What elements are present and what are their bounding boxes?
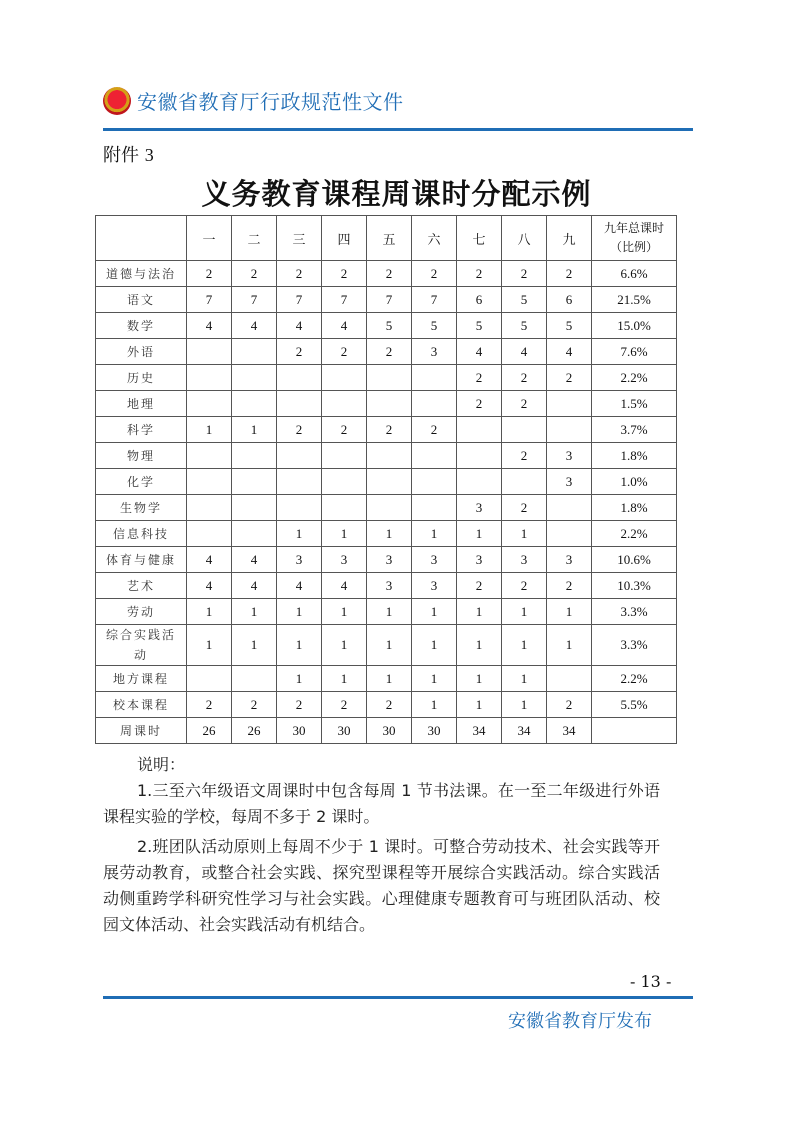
- hours-cell: 1: [457, 625, 502, 666]
- note-item: 1.三至六年级语文周课时中包含每周 1 节书法课。在一至二年级进行外语课程实验的学校，每周不多于 2 课时。: [103, 781, 660, 826]
- total-cell: 1.8%: [592, 443, 677, 469]
- hours-cell: [232, 495, 277, 521]
- subject-cell: 外语: [96, 339, 187, 365]
- subject-cell: 校本课程: [96, 692, 187, 718]
- hours-cell: 1: [457, 692, 502, 718]
- hours-cell: [232, 469, 277, 495]
- table-row: [96, 313, 677, 339]
- footer-publisher: 安徽省教育厅发布: [508, 1011, 652, 1032]
- total-cell: 7.6%: [592, 339, 677, 365]
- hours-cell: 2: [277, 417, 322, 443]
- subject-cell: 数学: [96, 313, 187, 339]
- hours-cell: 2: [457, 573, 502, 599]
- hours-cell: 4: [277, 573, 322, 599]
- hours-cell: 2: [322, 339, 367, 365]
- total-cell: 2.2%: [592, 365, 677, 391]
- hours-cell: [367, 495, 412, 521]
- attachment-label: 附件 3: [103, 145, 154, 166]
- subject-cell: 语文: [96, 287, 187, 313]
- hours-cell: 3: [277, 547, 322, 573]
- subject-cell: 地方课程: [96, 666, 187, 692]
- hours-cell: 3: [412, 339, 457, 365]
- hours-cell: 2: [502, 443, 547, 469]
- hours-cell: [412, 391, 457, 417]
- hours-cell: 2: [502, 573, 547, 599]
- table-row: [96, 521, 677, 547]
- hours-cell: 7: [322, 287, 367, 313]
- hours-cell: 3: [322, 547, 367, 573]
- hours-cell: 1: [322, 521, 367, 547]
- hours-cell: 7: [277, 287, 322, 313]
- hours-cell: 1: [277, 625, 322, 666]
- subject-cell: 历史: [96, 365, 187, 391]
- note-item: 2.班团队活动原则上每周不少于 1 课时。可整合劳动技术、社会实践等开展劳动教育，或整合社会实践、探究型课程等开展综合实践活动。综合实践活动侧重跨学科研究性学习与社会实践。心理健康专题教育可与班团队活动、校园文体活动、社会实践活动有机结合。: [103, 837, 660, 934]
- hours-cell: 2: [502, 261, 547, 287]
- hours-cell: [322, 469, 367, 495]
- hours-cell: 26: [187, 718, 232, 744]
- hours-cell: 2: [547, 692, 592, 718]
- table-row: [96, 666, 677, 692]
- subject-cell: 周课时: [96, 718, 187, 744]
- hours-cell: 1: [187, 625, 232, 666]
- hours-cell: [367, 469, 412, 495]
- hours-cell: 1: [412, 625, 457, 666]
- table-row: [96, 547, 677, 573]
- hours-cell: 4: [277, 313, 322, 339]
- hours-cell: 4: [322, 313, 367, 339]
- hours-cell: 2: [277, 339, 322, 365]
- notes-label: 说明：: [137, 755, 186, 774]
- subject-cell: 体育与健康: [96, 547, 187, 573]
- total-cell: 3.3%: [592, 625, 677, 666]
- notes-section: [103, 752, 660, 938]
- hours-cell: 1: [412, 666, 457, 692]
- grade-header: 五: [367, 216, 412, 261]
- hours-cell: 6: [547, 287, 592, 313]
- hours-cell: [187, 469, 232, 495]
- hours-cell: 2: [412, 261, 457, 287]
- hours-cell: 2: [367, 339, 412, 365]
- grade-header: 二: [232, 216, 277, 261]
- hours-cell: [457, 417, 502, 443]
- footer-divider: [103, 996, 693, 999]
- hours-cell: [232, 443, 277, 469]
- hours-cell: 1: [502, 521, 547, 547]
- hours-cell: [187, 339, 232, 365]
- hours-cell: 2: [322, 261, 367, 287]
- hours-cell: 1: [457, 599, 502, 625]
- hours-cell: 3: [367, 573, 412, 599]
- grade-header: 九: [547, 216, 592, 261]
- hours-cell: 1: [367, 599, 412, 625]
- hours-cell: [547, 521, 592, 547]
- table-header-row: [96, 216, 677, 261]
- hours-cell: 30: [277, 718, 322, 744]
- hours-cell: [547, 666, 592, 692]
- subject-cell: 信息科技: [96, 521, 187, 547]
- hours-cell: 1: [232, 599, 277, 625]
- hours-cell: 2: [367, 417, 412, 443]
- hours-cell: 4: [187, 573, 232, 599]
- hours-cell: [367, 391, 412, 417]
- hours-cell: 2: [547, 573, 592, 599]
- grade-header: 六: [412, 216, 457, 261]
- hours-cell: 1: [277, 666, 322, 692]
- hours-cell: 2: [547, 261, 592, 287]
- hours-cell: 30: [367, 718, 412, 744]
- hours-cell: [547, 391, 592, 417]
- header-title: 安徽省教育厅行政规范性文件: [137, 90, 404, 114]
- hours-cell: [547, 417, 592, 443]
- hours-cell: [277, 469, 322, 495]
- hours-cell: 7: [412, 287, 457, 313]
- hours-cell: 26: [232, 718, 277, 744]
- total-cell: 2.2%: [592, 666, 677, 692]
- hours-cell: [412, 469, 457, 495]
- hours-cell: [187, 495, 232, 521]
- subject-cell: 物理: [96, 443, 187, 469]
- hours-cell: 4: [232, 313, 277, 339]
- hours-cell: 4: [547, 339, 592, 365]
- hours-cell: 30: [322, 718, 367, 744]
- hours-cell: 1: [502, 625, 547, 666]
- hours-cell: 5: [502, 287, 547, 313]
- table-row: [96, 718, 677, 744]
- hours-cell: 3: [547, 443, 592, 469]
- hours-cell: 2: [457, 391, 502, 417]
- hours-cell: [322, 391, 367, 417]
- grade-header: 四: [322, 216, 367, 261]
- total-cell: 3.3%: [592, 599, 677, 625]
- hours-cell: 1: [277, 521, 322, 547]
- hours-cell: [232, 391, 277, 417]
- hours-cell: [187, 521, 232, 547]
- hours-cell: 3: [412, 573, 457, 599]
- hours-cell: 1: [412, 692, 457, 718]
- hours-cell: 34: [547, 718, 592, 744]
- hours-cell: [187, 391, 232, 417]
- page-number: - 13 -: [630, 972, 672, 991]
- total-cell: 6.6%: [592, 261, 677, 287]
- total-header-line: （比例）: [609, 240, 658, 254]
- table-row: [96, 692, 677, 718]
- hours-cell: 5: [367, 313, 412, 339]
- hours-cell: [322, 495, 367, 521]
- subject-cell: 道德与法治: [96, 261, 187, 287]
- hours-cell: 2: [547, 365, 592, 391]
- subject-cell: 地理: [96, 391, 187, 417]
- hours-cell: 1: [502, 692, 547, 718]
- total-header-line: 九年总课时: [603, 221, 664, 235]
- total-cell: 21.5%: [592, 287, 677, 313]
- hours-cell: 2: [322, 417, 367, 443]
- hours-cell: 4: [457, 339, 502, 365]
- hours-cell: 2: [277, 261, 322, 287]
- document-title: 义务教育课程周课时分配示例: [201, 177, 592, 211]
- hours-cell: [187, 365, 232, 391]
- hours-cell: 5: [547, 313, 592, 339]
- subject-cell: 劳动: [96, 599, 187, 625]
- hours-cell: 4: [232, 547, 277, 573]
- table-row: [96, 365, 677, 391]
- hours-cell: 1: [457, 521, 502, 547]
- hours-cell: 2: [502, 365, 547, 391]
- table-row: [96, 625, 677, 666]
- total-cell: 3.7%: [592, 417, 677, 443]
- hours-cell: [187, 666, 232, 692]
- table-row: [96, 339, 677, 365]
- hours-cell: [232, 521, 277, 547]
- total-cell: 1.0%: [592, 469, 677, 495]
- hours-cell: [277, 365, 322, 391]
- total-header: [592, 216, 677, 261]
- table-row: [96, 599, 677, 625]
- subject-cell: 科学: [96, 417, 187, 443]
- hours-cell: 3: [367, 547, 412, 573]
- document-header: [103, 86, 404, 115]
- grade-header: 一: [187, 216, 232, 261]
- hours-cell: [322, 365, 367, 391]
- hours-cell: 4: [232, 573, 277, 599]
- hours-cell: 1: [187, 599, 232, 625]
- hours-cell: 5: [502, 313, 547, 339]
- grade-header: 三: [277, 216, 322, 261]
- hours-cell: 2: [367, 261, 412, 287]
- hours-cell: [412, 443, 457, 469]
- hours-cell: 2: [232, 261, 277, 287]
- grade-header: 八: [502, 216, 547, 261]
- hours-cell: 1: [367, 521, 412, 547]
- hours-cell: 3: [457, 547, 502, 573]
- hours-cell: [547, 495, 592, 521]
- hours-cell: 3: [547, 547, 592, 573]
- hours-cell: 1: [547, 625, 592, 666]
- hours-cell: [277, 391, 322, 417]
- hours-cell: 2: [457, 261, 502, 287]
- hours-cell: 2: [187, 692, 232, 718]
- hours-cell: 5: [457, 313, 502, 339]
- hours-cell: [502, 469, 547, 495]
- hours-cell: 2: [412, 417, 457, 443]
- hours-cell: 1: [322, 666, 367, 692]
- hours-cell: 30: [412, 718, 457, 744]
- hours-cell: 2: [502, 391, 547, 417]
- hours-cell: 2: [277, 692, 322, 718]
- hours-cell: 3: [547, 469, 592, 495]
- hours-cell: [367, 365, 412, 391]
- table-row: [96, 287, 677, 313]
- hours-cell: 1: [412, 599, 457, 625]
- hours-cell: 1: [502, 666, 547, 692]
- hours-cell: [367, 443, 412, 469]
- hours-cell: [412, 365, 457, 391]
- hours-cell: 3: [457, 495, 502, 521]
- hours-cell: 7: [232, 287, 277, 313]
- hours-cell: 3: [502, 547, 547, 573]
- hours-cell: [277, 495, 322, 521]
- hours-cell: 4: [502, 339, 547, 365]
- hours-cell: 1: [232, 417, 277, 443]
- table-row: [96, 443, 677, 469]
- hours-cell: 1: [322, 625, 367, 666]
- hours-cell: 1: [412, 521, 457, 547]
- table-row: [96, 573, 677, 599]
- total-cell: 2.2%: [592, 521, 677, 547]
- total-cell: 15.0%: [592, 313, 677, 339]
- hours-cell: 1: [502, 599, 547, 625]
- hours-cell: 4: [187, 547, 232, 573]
- hours-cell: [457, 469, 502, 495]
- hours-cell: [277, 443, 322, 469]
- total-cell: 10.3%: [592, 573, 677, 599]
- hours-cell: [232, 365, 277, 391]
- subject-cell: 综合实践活动: [96, 625, 187, 666]
- table-row: [96, 495, 677, 521]
- table-row: [96, 261, 677, 287]
- hours-cell: 1: [547, 599, 592, 625]
- hours-cell: 1: [322, 599, 367, 625]
- hours-cell: 2: [502, 495, 547, 521]
- hours-cell: 34: [457, 718, 502, 744]
- hours-cell: [232, 339, 277, 365]
- hours-cell: 1: [232, 625, 277, 666]
- course-hours-table: [95, 215, 677, 744]
- hours-cell: 7: [187, 287, 232, 313]
- hours-cell: 1: [367, 625, 412, 666]
- hours-cell: 2: [187, 261, 232, 287]
- hours-cell: 34: [502, 718, 547, 744]
- hours-cell: [232, 666, 277, 692]
- hours-cell: 2: [457, 365, 502, 391]
- hours-cell: 4: [322, 573, 367, 599]
- hours-cell: [322, 443, 367, 469]
- table-row: [96, 391, 677, 417]
- national-emblem-icon: [103, 87, 131, 115]
- subject-cell: 生物学: [96, 495, 187, 521]
- hours-cell: [187, 443, 232, 469]
- hours-cell: 3: [412, 547, 457, 573]
- hours-cell: 2: [322, 692, 367, 718]
- table-row: [96, 417, 677, 443]
- total-cell: [592, 718, 677, 744]
- hours-cell: 4: [187, 313, 232, 339]
- hours-cell: 2: [232, 692, 277, 718]
- hours-cell: 1: [367, 666, 412, 692]
- header-corner-cell: [96, 216, 187, 261]
- hours-cell: [412, 495, 457, 521]
- total-cell: 1.8%: [592, 495, 677, 521]
- total-cell: 1.5%: [592, 391, 677, 417]
- subject-cell: 化学: [96, 469, 187, 495]
- grade-header: 七: [457, 216, 502, 261]
- hours-cell: 6: [457, 287, 502, 313]
- subject-cell: 艺术: [96, 573, 187, 599]
- hours-cell: 1: [187, 417, 232, 443]
- hours-cell: 7: [367, 287, 412, 313]
- hours-cell: [457, 443, 502, 469]
- hours-cell: [502, 417, 547, 443]
- hours-cell: 5: [412, 313, 457, 339]
- hours-cell: 1: [457, 666, 502, 692]
- table-row: [96, 469, 677, 495]
- header-divider: [103, 128, 693, 131]
- hours-cell: 1: [277, 599, 322, 625]
- hours-cell: 2: [367, 692, 412, 718]
- total-cell: 10.6%: [592, 547, 677, 573]
- total-cell: 5.5%: [592, 692, 677, 718]
